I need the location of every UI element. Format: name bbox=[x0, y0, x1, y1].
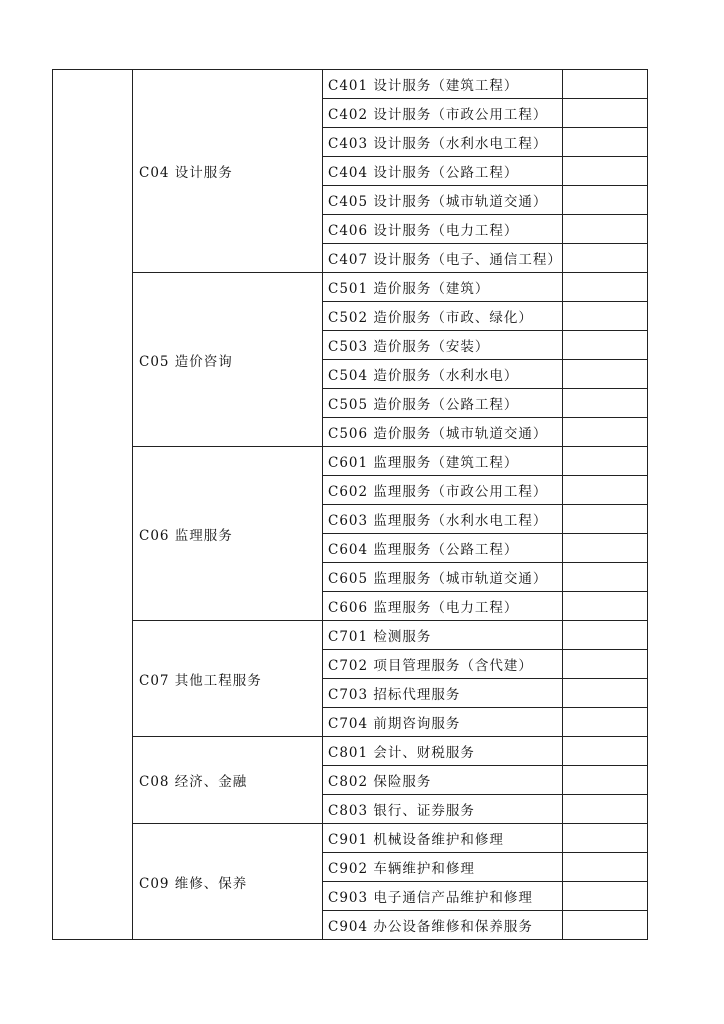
table-row bbox=[53, 621, 648, 650]
blank-entry-cell bbox=[562, 650, 647, 679]
service-item-cell: C503 造价服务（安装） bbox=[323, 331, 563, 360]
blank-entry-cell bbox=[562, 360, 647, 389]
table-row bbox=[53, 824, 648, 853]
service-item-cell: C502 造价服务（市政、绿化） bbox=[323, 302, 563, 331]
service-item-cell: C505 造价服务（公路工程） bbox=[323, 389, 563, 418]
service-item-cell: C701 检测服务 bbox=[323, 621, 563, 650]
table-row bbox=[53, 737, 648, 766]
service-item-cell: C501 造价服务（建筑） bbox=[323, 273, 563, 302]
service-item-cell: C504 造价服务（水利水电） bbox=[323, 360, 563, 389]
service-item-cell: C606 监理服务（电力工程） bbox=[323, 592, 563, 621]
service-item-cell: C605 监理服务（城市轨道交通） bbox=[323, 563, 563, 592]
blank-entry-cell bbox=[562, 621, 647, 650]
left-blank-column bbox=[53, 70, 133, 940]
service-item-cell: C802 保险服务 bbox=[323, 766, 563, 795]
blank-entry-cell bbox=[562, 70, 647, 99]
blank-entry-cell bbox=[562, 331, 647, 360]
service-item-cell: C702 项目管理服务（含代建） bbox=[323, 650, 563, 679]
blank-entry-cell bbox=[562, 99, 647, 128]
blank-entry-cell bbox=[562, 795, 647, 824]
service-item-cell: C904 办公设备维修和保养服务 bbox=[323, 911, 563, 940]
blank-entry-cell bbox=[562, 128, 647, 157]
service-category-table bbox=[52, 69, 648, 940]
service-item-cell: C407 设计服务（电子、通信工程） bbox=[323, 244, 563, 273]
blank-entry-cell bbox=[562, 447, 647, 476]
blank-entry-cell bbox=[562, 563, 647, 592]
blank-entry-cell bbox=[562, 708, 647, 737]
service-item-cell: C901 机械设备维护和修理 bbox=[323, 824, 563, 853]
category-cell: C07 其他工程服务 bbox=[133, 621, 323, 737]
category-cell: C08 经济、金融 bbox=[133, 737, 323, 824]
table-row bbox=[53, 273, 648, 302]
blank-entry-cell bbox=[562, 882, 647, 911]
blank-entry-cell bbox=[562, 302, 647, 331]
service-item-cell: C903 电子通信产品维护和修理 bbox=[323, 882, 563, 911]
blank-entry-cell bbox=[562, 766, 647, 795]
service-item-cell: C401 设计服务（建筑工程） bbox=[323, 70, 563, 99]
blank-entry-cell bbox=[562, 476, 647, 505]
service-item-cell: C902 车辆维护和修理 bbox=[323, 853, 563, 882]
table-row bbox=[53, 70, 648, 99]
category-cell: C05 造价咨询 bbox=[133, 273, 323, 447]
blank-entry-cell bbox=[562, 592, 647, 621]
category-cell: C06 监理服务 bbox=[133, 447, 323, 621]
blank-entry-cell bbox=[562, 911, 647, 940]
service-item-cell: C405 设计服务（城市轨道交通） bbox=[323, 186, 563, 215]
service-item-cell: C601 监理服务（建筑工程） bbox=[323, 447, 563, 476]
service-item-cell: C703 招标代理服务 bbox=[323, 679, 563, 708]
table-row bbox=[53, 447, 648, 476]
service-item-cell: C406 设计服务（电力工程） bbox=[323, 215, 563, 244]
category-cell: C09 维修、保养 bbox=[133, 824, 323, 940]
blank-entry-cell bbox=[562, 244, 647, 273]
service-item-cell: C403 设计服务（水利水电工程） bbox=[323, 128, 563, 157]
service-item-cell: C402 设计服务（市政公用工程） bbox=[323, 99, 563, 128]
service-item-cell: C801 会计、财税服务 bbox=[323, 737, 563, 766]
table-body bbox=[53, 70, 648, 940]
blank-entry-cell bbox=[562, 534, 647, 563]
blank-entry-cell bbox=[562, 215, 647, 244]
service-item-cell: C404 设计服务（公路工程） bbox=[323, 157, 563, 186]
service-item-cell: C604 监理服务（公路工程） bbox=[323, 534, 563, 563]
service-item-cell: C506 造价服务（城市轨道交通） bbox=[323, 418, 563, 447]
category-cell: C04 设计服务 bbox=[133, 70, 323, 273]
blank-entry-cell bbox=[562, 157, 647, 186]
blank-entry-cell bbox=[562, 389, 647, 418]
blank-entry-cell bbox=[562, 505, 647, 534]
blank-entry-cell bbox=[562, 737, 647, 766]
service-item-cell: C603 监理服务（水利水电工程） bbox=[323, 505, 563, 534]
blank-entry-cell bbox=[562, 853, 647, 882]
blank-entry-cell bbox=[562, 186, 647, 215]
blank-entry-cell bbox=[562, 824, 647, 853]
blank-entry-cell bbox=[562, 418, 647, 447]
service-item-cell: C803 银行、证券服务 bbox=[323, 795, 563, 824]
blank-entry-cell bbox=[562, 273, 647, 302]
blank-entry-cell bbox=[562, 679, 647, 708]
service-item-cell: C602 监理服务（市政公用工程） bbox=[323, 476, 563, 505]
service-item-cell: C704 前期咨询服务 bbox=[323, 708, 563, 737]
